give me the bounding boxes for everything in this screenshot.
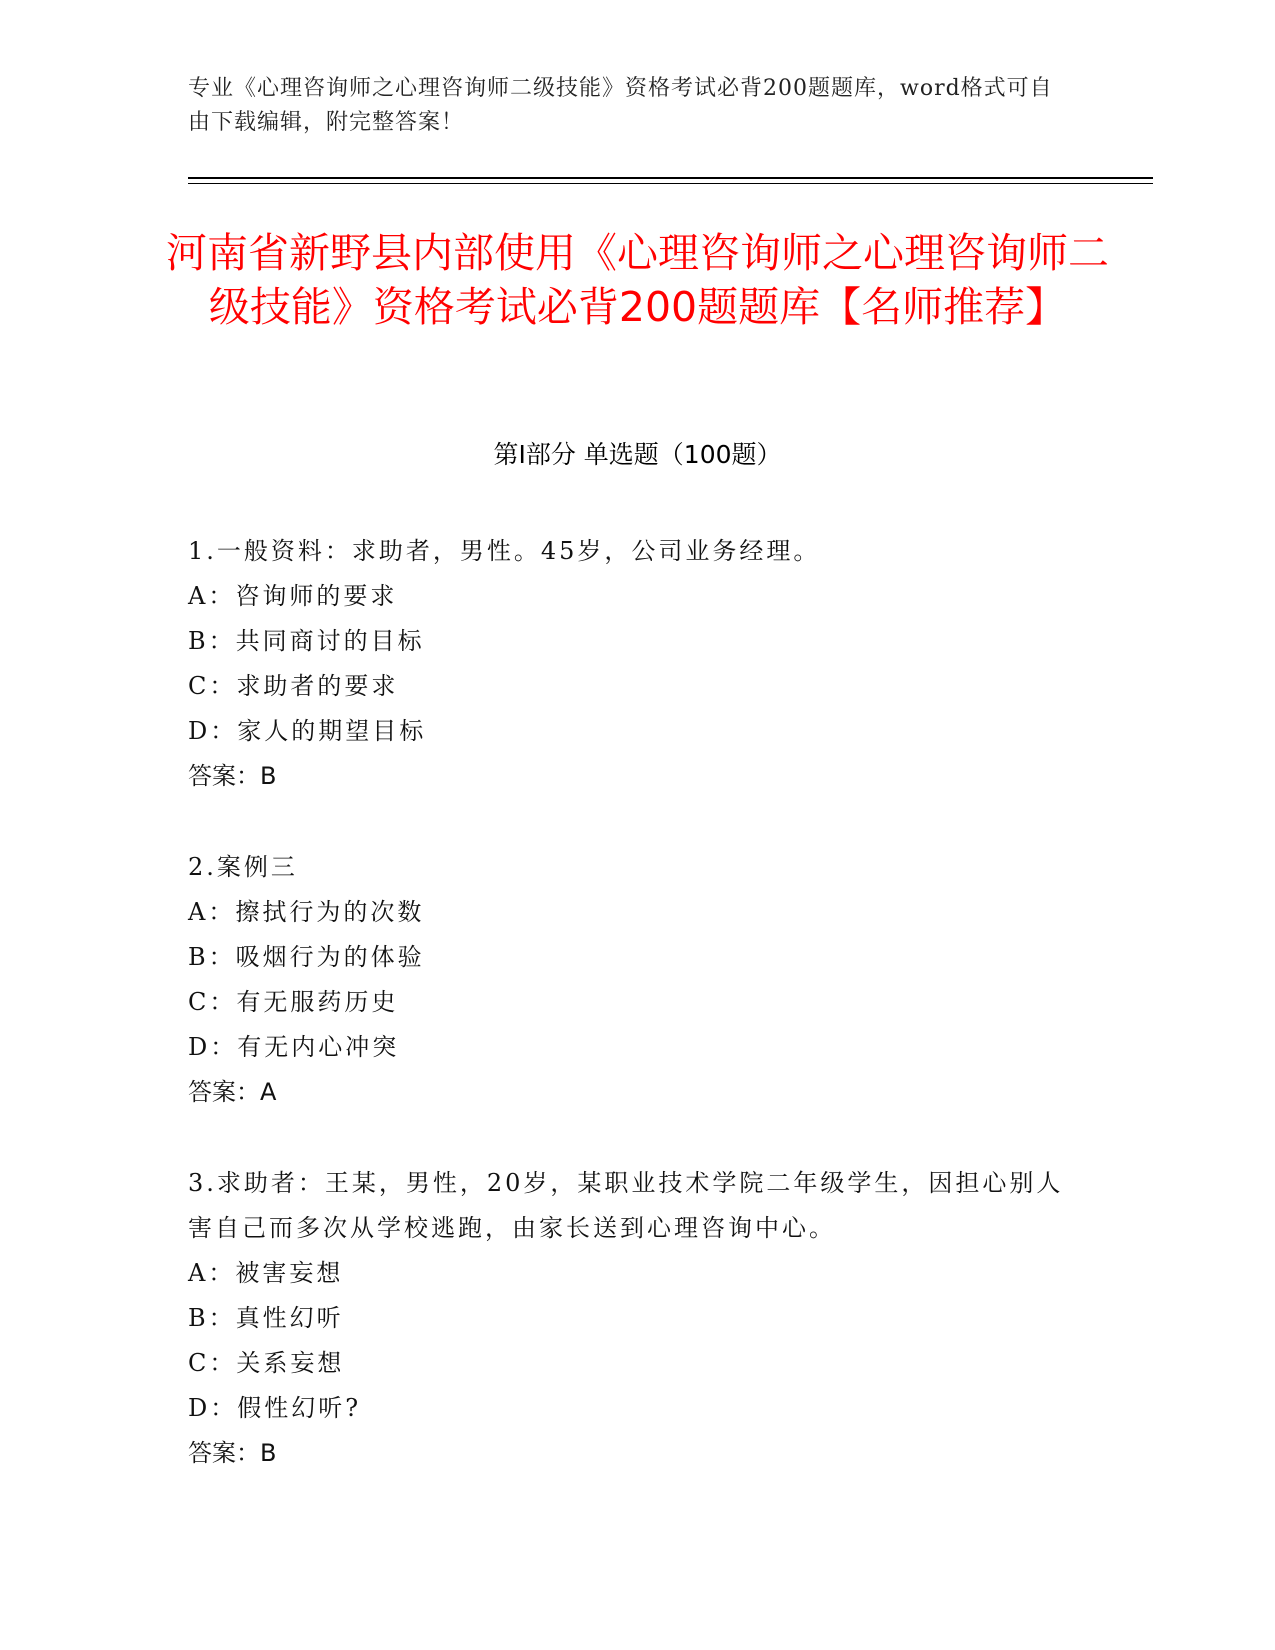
option-c: C：有无服药历史 [188, 988, 399, 1016]
header-note: 专业《心理咨询师之心理咨询师二级技能》资格考试必背200题题库，word格式可自由下载编辑，附完整答案！ [188, 76, 1053, 135]
question-2 [188, 845, 1068, 1115]
question-1 [188, 529, 1068, 799]
option-d: D：有无内心冲突 [188, 1033, 400, 1061]
option-d: D：假性幻听? [188, 1394, 362, 1422]
option-c: C：求助者的要求 [188, 672, 399, 700]
question-list [188, 529, 1068, 1522]
header-divider-thin [188, 183, 1153, 184]
section-title: 第Ⅰ部分 单选题（100题） [493, 440, 782, 469]
question-stem: 3.求助者：王某，男性，20岁，某职业技术学院二年级学生，因担心别人害自己而多次从学校逃跑，由家长送到心理咨询中心。 [188, 1169, 1064, 1242]
option-b: B：真性幻听 [188, 1304, 344, 1332]
header-divider [188, 177, 1153, 179]
question-stem: 2.案例三 [188, 853, 298, 881]
option-c: C：关系妄想 [188, 1349, 345, 1377]
option-a: A：咨询师的要求 [188, 582, 398, 610]
answer: 答案：A [188, 1078, 277, 1106]
option-b: B：共同商讨的目标 [188, 627, 425, 655]
option-a: A：被害妄想 [188, 1259, 344, 1287]
question-stem: 1.一般资料：求助者，男性。45岁，公司业务经理。 [188, 537, 821, 565]
answer: 答案：B [188, 762, 277, 790]
option-b: B：吸烟行为的体验 [188, 943, 425, 971]
question-3 [188, 1161, 1068, 1476]
document-title: 河南省新野县内部使用《心理咨询师之心理咨询师二级技能》资格考试必背200题题库【名师推荐】 [166, 229, 1109, 331]
option-d: D：家人的期望目标 [188, 717, 427, 745]
option-a: A：擦拭行为的次数 [188, 898, 425, 926]
answer: 答案：B [188, 1439, 277, 1467]
